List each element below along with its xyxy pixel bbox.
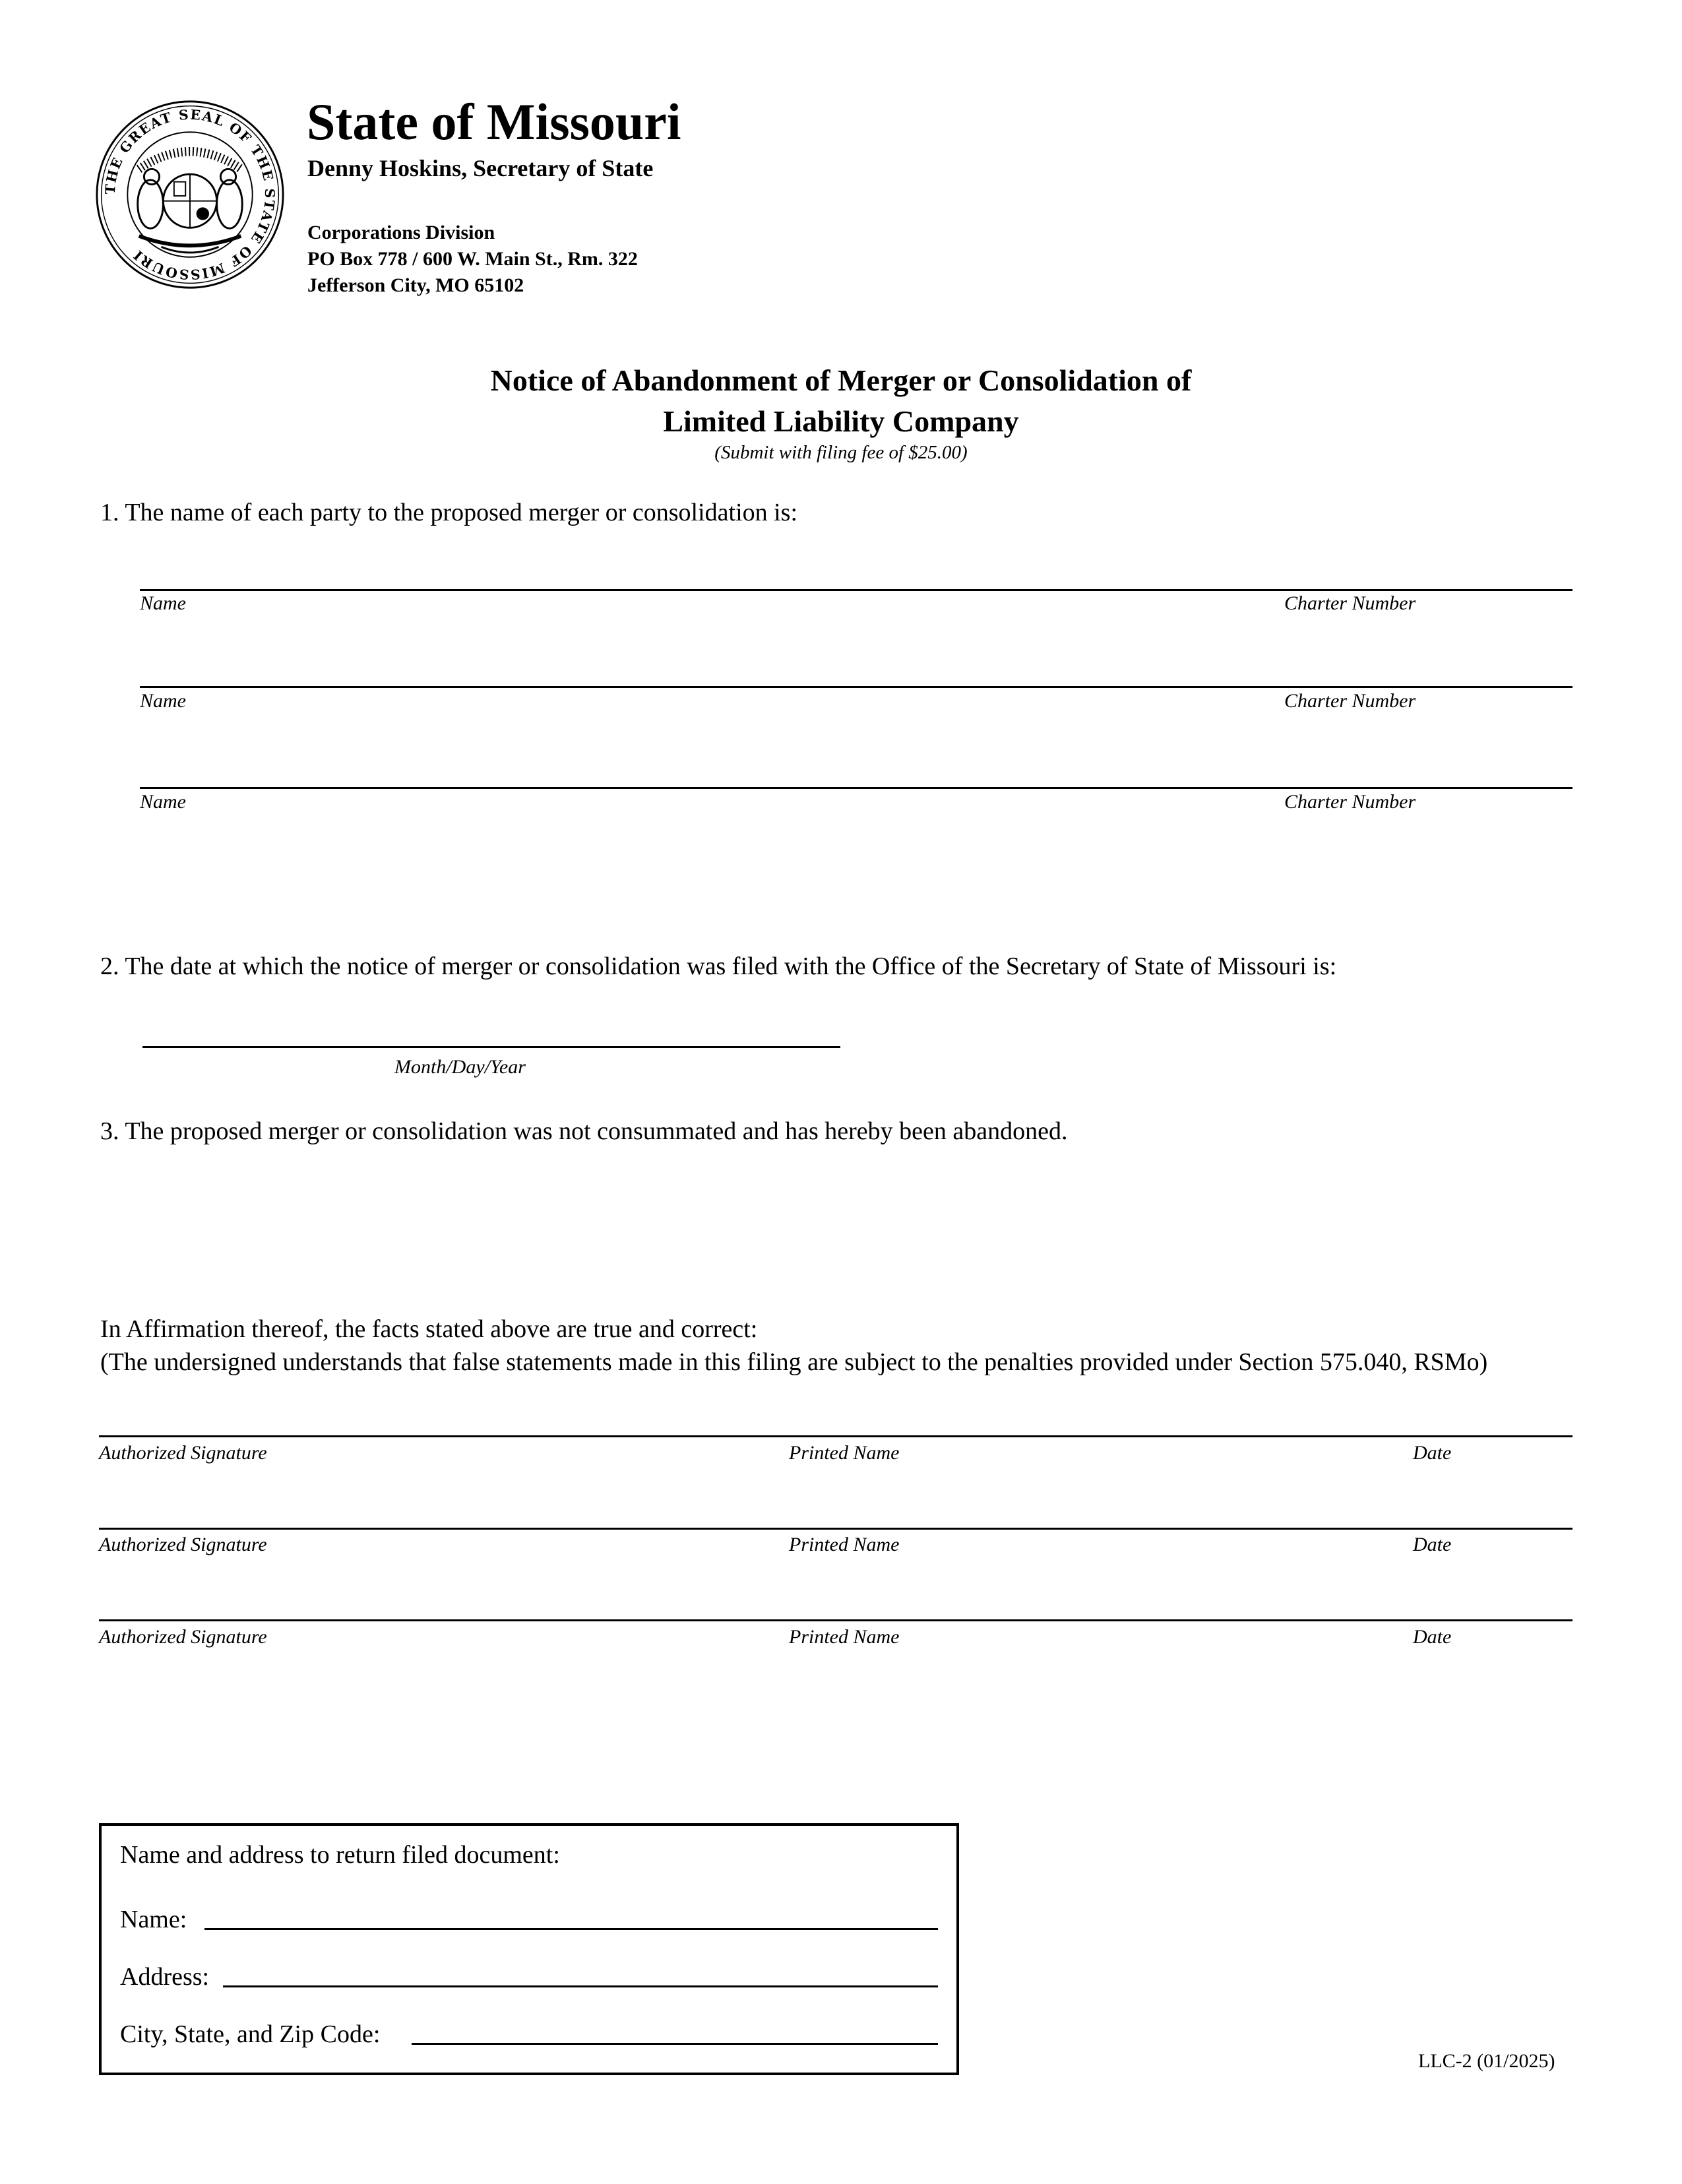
signature-line[interactable] (99, 1619, 1573, 1621)
form-title-line1: Notice of Abandonment of Merger or Consolidation of (490, 363, 1192, 397)
po-box-address: PO Box 778 / 600 W. Main St., Rm. 322 (307, 248, 638, 270)
section1-text: 1. The name of each party to the proposed merger or consolidation is: (100, 499, 798, 526)
charter-number-label: Charter Number (1284, 690, 1416, 712)
signature-line[interactable] (99, 1435, 1573, 1437)
signature-line[interactable] (99, 1528, 1573, 1530)
authorized-signature-label: Authorized Signature (99, 1626, 267, 1648)
charter-number-label: Charter Number (1284, 592, 1416, 614)
printed-name-label: Printed Name (789, 1626, 900, 1648)
penalty-notice: (The undersigned understands that false statements made in this filing are subject to the penalties provided under Section 575.040, RSMo) (100, 1348, 1488, 1376)
form-title-line2: Limited Liability Company (663, 404, 1019, 438)
section3-text: 3. The proposed merger or consolidation was not consummated and has hereby been abandoned. (100, 1117, 1068, 1145)
state-seal-icon (94, 99, 286, 290)
form-id: LLC-2 (01/2025) (1418, 2050, 1555, 2072)
return-city-state-zip-field[interactable] (412, 2043, 938, 2045)
return-address-field[interactable] (223, 1985, 938, 1987)
name-label: Name (140, 690, 186, 712)
svg-text:THE GREAT SEAL OF THE STATE OF: THE GREAT SEAL OF THE STATE OF MISSOURI (102, 106, 278, 283)
authorized-signature-label: Authorized Signature (99, 1442, 267, 1464)
secretary-of-state: Denny Hoskins, Secretary of State (307, 155, 654, 181)
return-name-field[interactable] (204, 1928, 938, 1930)
division-name: Corporations Division (307, 222, 495, 243)
party-name-line[interactable] (140, 686, 1573, 688)
party-name-line[interactable] (140, 589, 1573, 591)
printed-name-label: Printed Name (789, 1534, 900, 1555)
date-label: Date (1413, 1442, 1452, 1464)
name-label: Name (140, 592, 186, 614)
charter-number-label: Charter Number (1284, 791, 1416, 813)
party-name-line[interactable] (140, 787, 1573, 789)
month-day-year-label: Month/Day/Year (394, 1056, 526, 1078)
date-label: Date (1413, 1534, 1452, 1555)
filing-fee-note: (Submit with filing fee of $25.00) (714, 442, 968, 463)
section2-text: 2. The date at which the notice of merger or consolidation was filed with the Office of the Secretary of State of Missouri is: (100, 952, 1337, 980)
return-address-label: Address: (120, 1963, 210, 1991)
authorized-signature-label: Authorized Signature (99, 1534, 267, 1555)
city-state-zip: Jefferson City, MO 65102 (307, 274, 524, 296)
return-address-box (99, 1823, 959, 2075)
filing-date-line[interactable] (142, 1046, 840, 1048)
name-label: Name (140, 791, 186, 813)
return-city-state-zip-label: City, State, and Zip Code: (120, 2020, 381, 2048)
affirmation-statement: In Affirmation thereof, the facts stated above are true and correct: (100, 1315, 758, 1343)
printed-name-label: Printed Name (789, 1442, 900, 1464)
return-box-heading: Name and address to return filed document: (120, 1841, 560, 1869)
return-name-label: Name: (120, 1906, 187, 1933)
date-label: Date (1413, 1626, 1452, 1648)
state-title: State of Missouri (307, 93, 681, 150)
